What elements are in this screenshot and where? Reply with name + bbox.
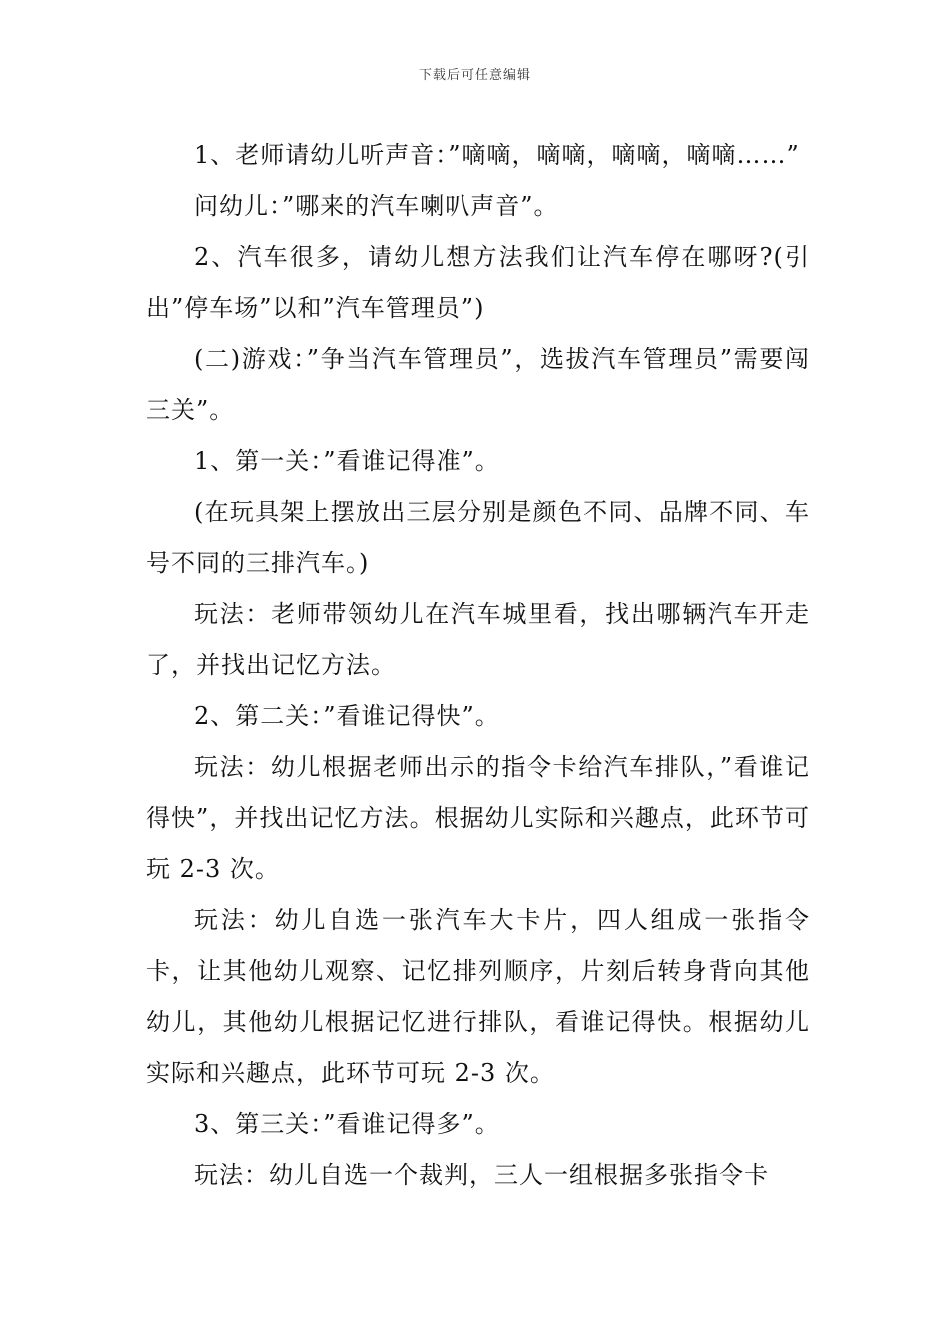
paragraph: 2、第二关：”看谁记得快”。 xyxy=(194,702,500,730)
document-body xyxy=(146,130,810,1201)
paragraph: (在玩具架上摆放出三层分别是颜色不同、品牌不同、车号不同的三排汽车。) xyxy=(146,498,810,577)
paragraph: (二)游戏：”争当汽车管理员”，选拔汽车管理员”需要闯三关”。 xyxy=(146,345,810,424)
paragraph: 玩法：幼儿自选一个裁判，三人一组根据多张指令卡 xyxy=(194,1161,769,1189)
paragraph: 问幼儿：”哪来的汽车喇叭声音”。 xyxy=(194,192,559,220)
paragraph: 玩法：幼儿根据老师出示的指令卡给汽车排队，”看谁记得快”，并找出记忆方法。根据幼儿实际和兴趣点，此环节可玩 2-3 次。 xyxy=(146,753,810,883)
paragraph: 1、老师请幼儿听声音：”嘀嘀，嘀嘀，嘀嘀，嘀嘀……” xyxy=(194,141,800,169)
paragraph: 玩法：老师带领幼儿在汽车城里看，找出哪辆汽车开走了，并找出记忆方法。 xyxy=(146,600,810,679)
paragraph: 玩法：幼儿自选一张汽车大卡片，四人组成一张指令卡，让其他幼儿观察、记忆排列顺序，片刻后转身背向其他幼儿，其他幼儿根据记忆进行排队，看谁记得快。根据幼儿实际和兴趣点，此环节可玩 2-3 次。 xyxy=(146,906,810,1087)
paragraph: 2、汽车很多，请幼儿想方法我们让汽车停在哪呀?(引出”停车场”以和”汽车管理员”) xyxy=(146,243,810,322)
paragraph: 3、第三关：”看谁记得多”。 xyxy=(194,1110,500,1138)
paragraph: 1、第一关：”看谁记得准”。 xyxy=(194,447,500,475)
page-header: 下载后可任意编辑 xyxy=(418,68,531,83)
